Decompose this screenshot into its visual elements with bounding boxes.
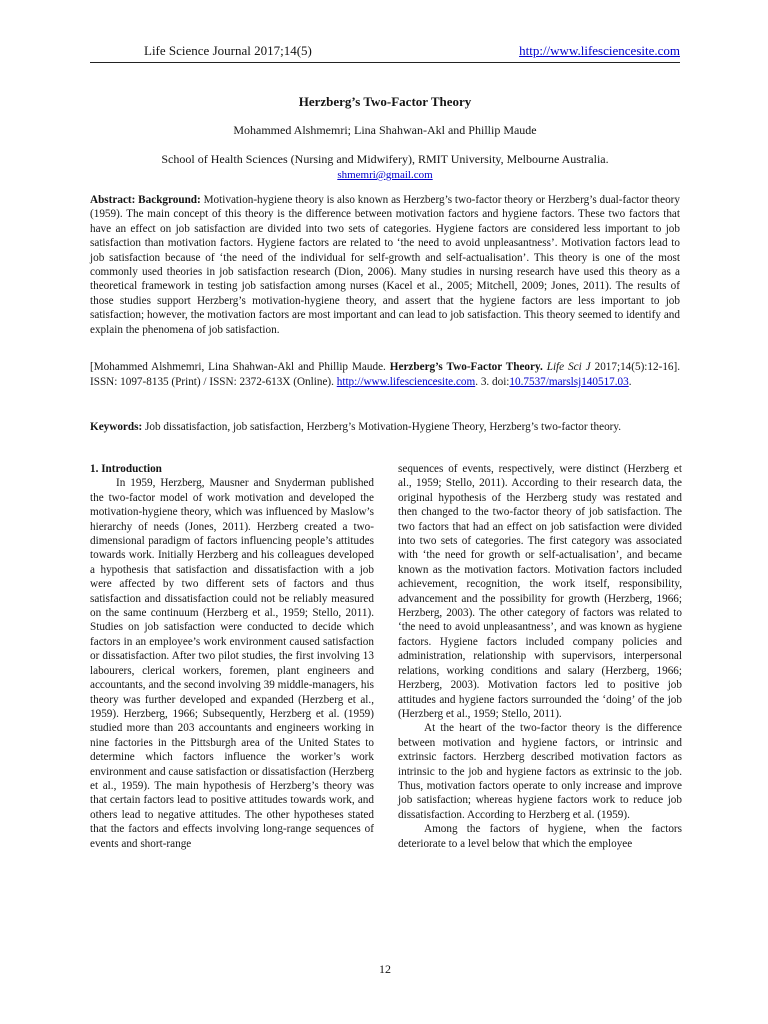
email-link[interactable]: shmemri@gmail.com (337, 169, 433, 181)
citation (90, 360, 680, 389)
intro-paragraph-3: At the heart of the two-factor theory is the difference between motivation and hygiene factors, or intrinsic and extrinsic factors. Herzberg described motivation factors as intrinsic to the job and hygiene factors as extrinsic to the job. Thus, motivation factors operate to only increase and improve job satisfaction; whereas hygiene factors work to reduce job dissatisfaction. According to Herzberg et al. (1959). (398, 722, 682, 821)
journal-url-link[interactable]: http://www.lifesciencesite.com (519, 43, 680, 58)
citation-details: 2017;14(5):12-16]. ISSN: 1097-8135 (Print) / ISSN: 2372-613X (Online). (90, 361, 681, 388)
citation-title: Herzberg’s Two-Factor Theory. (389, 361, 543, 373)
intro-paragraph-1: In 1959, Herzberg, Mausner and Snyderman published the two-factor model of work motivation and developed the motivation-hygiene theory, which was influenced by Maslow’s hierarchy of needs (Jones, 2011). Herzberg created a two-dimensional paradigm of factors influencing people’s attitudes towards work. Initially Herzberg and his colleagues developed a hypothesis that satisfaction and dissatisfaction with a job were affected by two different sets of factors and thus satisfaction and dissatisfaction could not be reliably measured on the same continuum (Herzberg et al., 1959; Stello, 2011). Studies on job satisfaction were conducted to decide which factors in an employee’s work environment caused satisfaction or dissatisfaction. After two pilot studies, the first involving 13 labourers, clerical workers, foremen, plant engineers and accountants, and the second involving 39 middle-managers, his theory was further developed and expanded (Herzberg et al., 1959). Herzberg, 1966; Subsequently, Herzberg et al. (1959) studied more than 203 accountants and engineers working in nine factories in the Pittsburgh area of the United States to determine which factors influence the worker’s work environment and cause satisfaction or dissatisfaction (Herzberg et al., 1959). The main hypothesis of Herzberg’s theory was that certain factors lead to positive attitudes towards work, and others lead to negative attitudes. The other hypotheses stated that the factors and effects involving long-range sequences of events and short-range (90, 477, 374, 850)
abstract-text: Motivation-hygiene theory is also known as Herzberg’s two-factor theory or Herzberg’s dual-factor theory (1959). The main concept of this theory is the difference between motivation factors and hygiene factors. These two factors that have an effect on job satisfaction are divided into two sets of categories. Hygiene factors are considered less important to job satisfaction than motivation factors. Hygiene factors are related to ‘the need to avoid unpleasantness’. Motivation factors lead to job satisfaction because of ‘the need of the individual for self-growth and self-actualisation’. This theory is one of the most commonly used theories in job satisfaction research (Dion, 2006). Many studies in nursing research have used this theory as a theoretical framework in testing job satisfaction among nurses (Kacel et al., 2005; Mitchell, 2009; Jones, 2011). The results of those studies support Herzberg’s motivation-hygiene theory, and assert that the hygiene factors are less important to job satisfaction; however, the motivation factors are most important and can lead to job satisfaction. This theory seemed to identify and explain the phenomena of job satisfaction. (90, 194, 680, 336)
citation-number: . 3. (475, 375, 490, 388)
abstract (90, 193, 680, 337)
section-heading-introduction: 1. Introduction (90, 463, 162, 475)
keywords-text: Job dissatisfaction, job satisfaction, Herzberg’s Motivation-Hygiene Theory, Herzberg’s two-factor theory. (145, 421, 622, 433)
citation-url-link[interactable]: http://www.lifesciencesite.com (336, 375, 476, 388)
contact-email (90, 168, 680, 182)
intro-paragraph-4: Among the factors of hygiene, when the factors deteriorate to a level below that which the employee (398, 823, 682, 850)
keywords-label: Keywords: (90, 421, 143, 433)
intro-paragraph-2: sequences of events, respectively, were distinct (Herzberg et al., 1959; Stello, 2011). According to their research data, the original hypothesis of the Herzberg study was restated and then changed to the two-factor theory of job satisfaction. The two factors that had an effect on job satisfaction were divided into two sets of categories. The first category was associated with ‘the need for growth or self-actualisation’, and became known as the motivation factors. Motivation factors included achievement, recognition, the work itself, responsibility, advancement and the possibility for growth (Herzberg, 1966; Herzberg, 2003). The other category of factors was related to ‘the need to avoid unpleasantness’, and was known as hygiene factors. Hygiene factors included company policies and administration, relationship with supervisors, interpersonal relations, working conditions and salary (Herzberg, 1966; Herzberg, 2003). Motivation factors led to positive job attitudes and hygiene factors surrounded the ‘doing’ of the job (Herzberg et al., 1959; Stello, 2011). (398, 463, 682, 720)
abstract-label: Abstract: Background: (90, 194, 201, 206)
right-column (398, 462, 682, 851)
page-number: 12 (379, 962, 391, 976)
journal-name: Life Science Journal 2017;14(5) (144, 43, 312, 58)
author-list: Mohammed Alshmemri; Lina Shahwan-Akl and Phillip Maude (233, 123, 537, 137)
left-column (90, 462, 374, 851)
doi-prefix: doi: (492, 375, 510, 388)
citation-end: . (628, 375, 632, 388)
header-divider (90, 62, 680, 63)
citation-prefix: [Mohammed Alshmemri, Lina Shahwan-Akl and Phillip Maude. (90, 361, 386, 373)
citation-journal: Life Sci J (546, 361, 591, 373)
keywords (90, 420, 680, 434)
affiliation: School of Health Sciences (Nursing and Midwifery), RMIT University, Melbourne Australia. (161, 152, 609, 166)
paper-title: Herzberg’s Two-Factor Theory (298, 94, 472, 109)
doi-link[interactable]: 10.7537/marslsj140517.03 (509, 375, 629, 388)
